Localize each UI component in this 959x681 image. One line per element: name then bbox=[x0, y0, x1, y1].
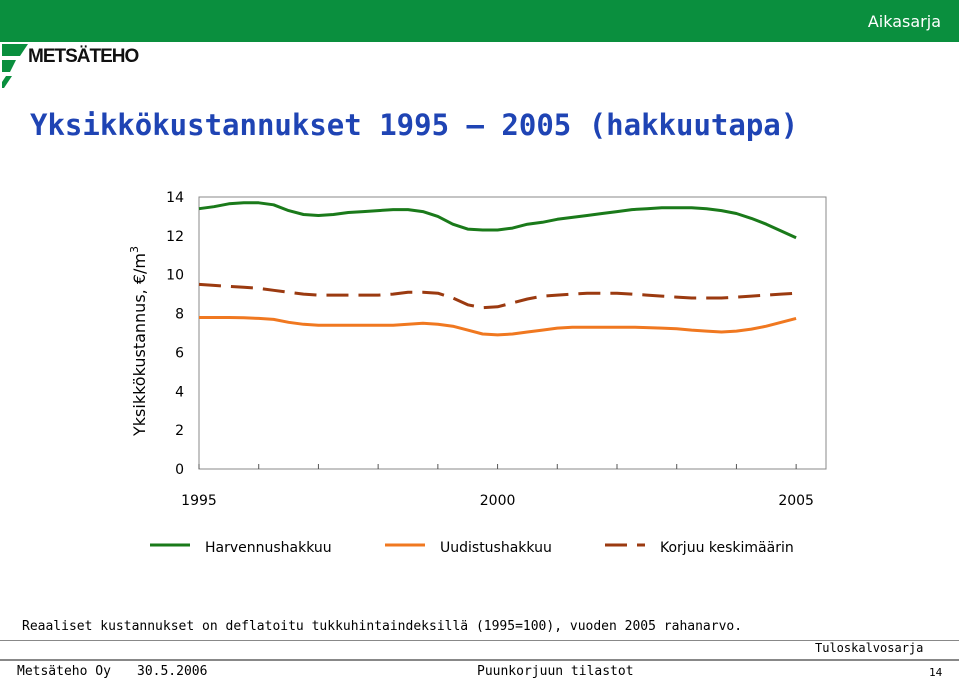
y-tick-label: 0 bbox=[175, 462, 184, 478]
chart-legend bbox=[150, 540, 794, 556]
footer-date: 30.5.2006 bbox=[137, 664, 208, 679]
footer-company: Metsäteho Oy bbox=[17, 664, 111, 679]
legend-label-2: Uudistushakkuu bbox=[440, 540, 552, 556]
y-tick-label: 8 bbox=[175, 306, 184, 323]
series-line-3 bbox=[199, 284, 796, 307]
footnote: Reaaliset kustannukset on deflatoitu tukkuhintaindeksillä (1995=100), vuoden 2005 rahanarvo. bbox=[22, 619, 743, 634]
x-tick-label: 2000 bbox=[479, 493, 516, 509]
footer-topic: Puunkorjuun tilastot bbox=[477, 664, 634, 679]
x-tick-label: 2005 bbox=[778, 493, 814, 509]
series-line-2 bbox=[199, 318, 796, 335]
page-number: 14 bbox=[929, 666, 943, 679]
y-axis-ticks bbox=[166, 190, 184, 478]
series-line-1 bbox=[199, 203, 796, 238]
y-axis-label: Yksikkökustannus, $€/m^3$ bbox=[128, 246, 149, 436]
y-tick-label: 4 bbox=[175, 384, 184, 401]
legend-label-1: Harvennushakkuu bbox=[205, 540, 332, 556]
x-axis-ticks bbox=[181, 464, 814, 509]
y-tick-label: 10 bbox=[166, 267, 184, 284]
series-layer bbox=[199, 203, 796, 335]
logo-wordmark: METSÄTEHO bbox=[28, 46, 139, 67]
footer-band bbox=[0, 659, 959, 661]
footer-series-label: Tuloskalvosarja bbox=[815, 641, 924, 655]
legend-label-3: Korjuu keskimäärin bbox=[660, 540, 794, 556]
y-tick-label: 12 bbox=[166, 228, 184, 245]
page-title: Yksikkökustannukset 1995 — 2005 (hakkuutapa) bbox=[30, 108, 799, 142]
y-tick-label: 6 bbox=[175, 345, 184, 362]
x-tick-label: 1995 bbox=[181, 493, 217, 509]
y-tick-label: 14 bbox=[166, 190, 184, 206]
y-tick-label: 2 bbox=[175, 423, 184, 440]
section-label: Aikasarja bbox=[867, 12, 941, 31]
